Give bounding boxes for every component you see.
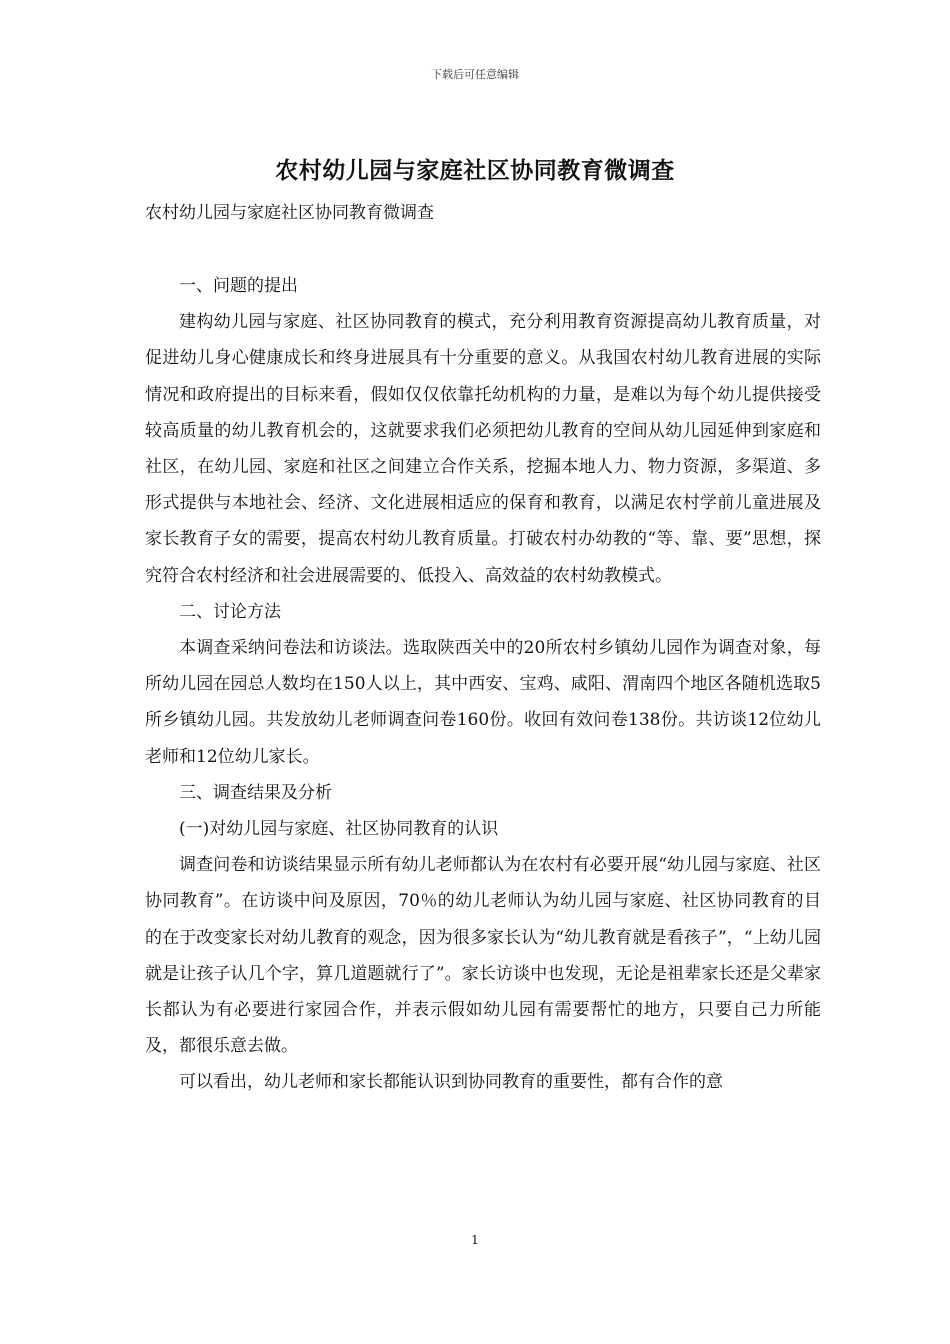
section-heading-results: 三、调查结果及分析	[179, 782, 332, 803]
document-subtitle: 农村幼儿园与家庭社区协同教育微调查	[145, 203, 434, 223]
document-body	[145, 268, 821, 1101]
document-title: 农村幼儿园与家庭社区协同教育微调查	[275, 157, 675, 184]
body-paragraph: 建构幼儿园与家庭、社区协同教育的模式，充分利用教育资源提高幼儿教育质量，对促进幼儿身心健康成长和终身进展具有十分重要的意义。从我国农村幼儿教育进展的实际情况和政府提出的目标来看，假如仅仅依靠托幼机构的力量，是难以为每个幼儿提供接受较高质量的幼儿教育机会的，这就要求我们必须把幼儿教育的空间从幼儿园延伸到家庭和社区，在幼儿园、家庭和社区之间建立合作关系，挖掘本地人力、物力资源，多渠道、多形式提供与本地社会、经济、文化进展相适应的保育和教育，以满足农村学前儿童进展及家长教育子女的需要，提高农村幼儿教育质量。打破农村办幼教的“等、靠、要”思想，探究符合农村经济和社会进展需要的、低投入、高效益的农村幼教模式。	[145, 312, 821, 586]
body-paragraph: 可以看出，幼儿老师和家长都能认识到协同教育的重要性，都有合作的意	[179, 1072, 723, 1093]
body-paragraph: 本调查采纳问卷法和访谈法。选取陕西关中的20所农村乡镇幼儿园作为调查对象，每所幼儿园在园总人数均在150人以上，其中西安、宝鸡、咸阳、渭南四个地区各随机选取5所乡镇幼儿园。共发放幼儿老师调查问卷160份。收回有效问卷138份。共访谈12位幼儿老师和12位幼儿家长。	[145, 638, 821, 767]
page-header: 下载后可任意编辑	[431, 68, 519, 81]
section-heading-problem: 一、问题的提出	[179, 276, 298, 296]
body-paragraph: 调查问卷和访谈结果显示所有幼儿老师都认为在农村有必要开展“幼儿园与家庭、社区协同教育”。在访谈中问及原因，70％的幼儿老师认为幼儿园与家庭、社区协同教育的目的在于改变家长对幼儿教育的观念，因为很多家长认为“幼儿教育就是看孩子”，“上幼儿园就是让孩子认几个字，算几道题就行了”。家长访谈中也发现，无论是祖辈家长还是父辈家长都认为有必要进行家园合作，并表示假如幼儿园有需要帮忙的地方，只要自己力所能及，都很乐意去做。	[145, 855, 821, 1057]
section-heading-method: 二、讨论方法	[179, 601, 281, 622]
subsection-heading: (一)对幼儿园与家庭、社区协同教育的认识	[179, 819, 499, 840]
page-number: 1	[471, 1233, 479, 1247]
